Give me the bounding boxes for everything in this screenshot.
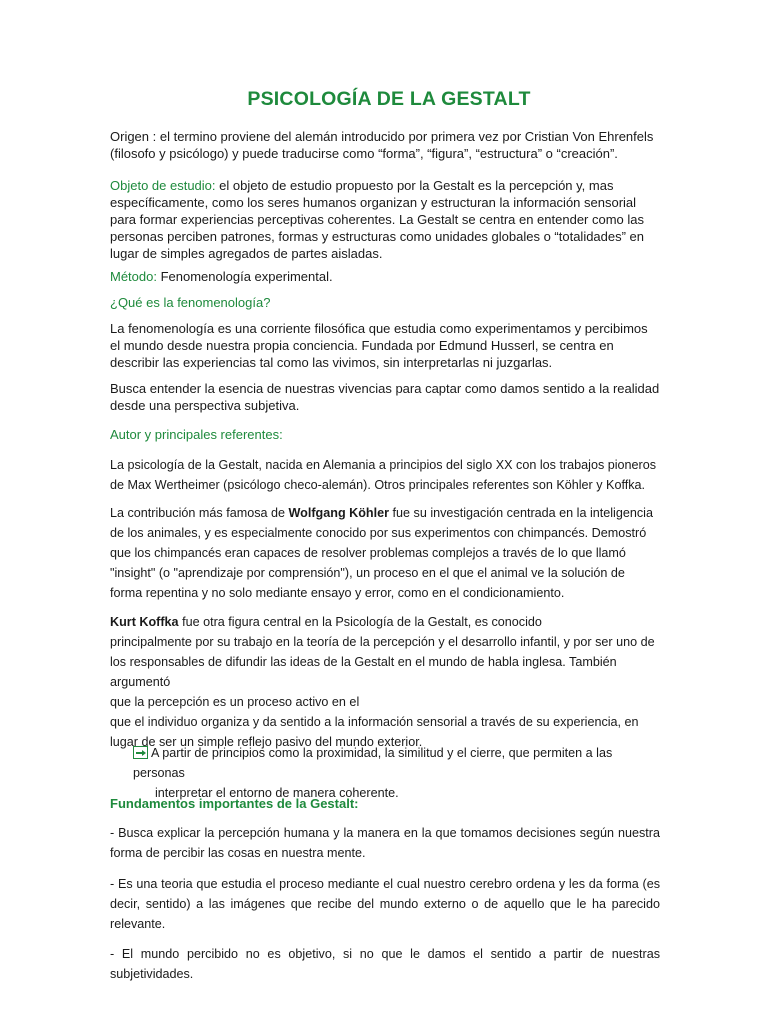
kohler-name: Wolfgang Köhler — [288, 506, 390, 520]
principles-bullet-line-2: interpretar el entorno de manera coherente. — [155, 786, 399, 800]
koffka-name: Kurt Koffka — [110, 615, 179, 629]
object-of-study-text: el objeto de estudio propuesto por la Gestalt es la percepción y, mas específicamente, como los seres humanos organizan y estructuran la información sensorial para formar experiencias perceptivas coherentes. La Gestalt se centra en entender como las personas perciben patrones, formas y estructuras como unidades globales o “totalidades” en lugar de simples agregados de partes aisladas. — [110, 178, 645, 261]
koffka-line-2: principalmente por su trabajo en la teoría de la percepción y el desarrollo infantil, y por ser uno de los responsables de difundir las ideas de la Gestalt en el mundo de habla inglesa. También argumentó — [110, 635, 655, 689]
method-text: Fenomenología experimental. — [156, 269, 333, 284]
koffka-line-1: Kurt Koffka fue otra figura central en la Psicología de la Gestalt, es conocido — [110, 615, 542, 629]
page-title: PSICOLOGÍA DE LA GESTALT — [247, 88, 531, 110]
principles-bullet — [133, 743, 663, 803]
authors-paragraph: La psicología de la Gestalt, nacida en Alemania a principios del siglo XX con los trabajos pioneros de Max Wertheimer (psicólogo checo-alemán). Otros principales referentes son Köhler y Koffka. — [110, 458, 657, 492]
phenomenology-heading: ¿Qué es la fenomenología? — [110, 295, 271, 310]
principles-bullet-line-1: A partir de principios como la proximidad, la similitud y el cierre, que permiten a las personas — [133, 746, 613, 780]
koffka-line-4: que el individuo organiza y da sentido a la información sensorial a través de su experiencia, en lugar de ser un simple reflejo pasivo del mundo exterior. — [110, 715, 639, 749]
method-label: Método: — [110, 269, 157, 284]
koffka-paragraph — [110, 612, 660, 752]
fundamentals-item: - Es una teoria que estudia el proceso mediante el cual nuestro cerebro ordena y les da forma (es decir, sentido) a las imágenes que recibe del mundo externo o de aquello que le ha parecido relevante. — [110, 877, 660, 931]
kohler-text: fue su investigación centrada en la inteligencia de los animales, y es especialmente conocido por sus experimentos con chimpancés. Demostró que los chimpancés eran capaces de resolver problemas complejos a través de lo que llamó "insight" (o "aprendizaje por comprensión"), un proceso en el que el animal ve la solución de forma repentina y no solo mediante ensayo y error, como en el condicionamiento. — [110, 506, 653, 600]
arrow-right-box-icon — [133, 746, 148, 759]
phenomenology-paragraph-2: Busca entender la esencia de nuestras vivencias para captar como damos sentido a la realidad desde una perspectiva subjetiva. — [110, 381, 660, 413]
authors-heading: Autor y principales referentes: — [110, 427, 283, 442]
fundamentals-item: - El mundo percibido no es objetivo, si no que le damos el sentido a partir de nuestras subjetividades. — [110, 947, 660, 981]
koffka-line-3: que la percepción es un proceso activo en el — [110, 695, 360, 709]
phenomenology-paragraph-1: La fenomenología es una corriente filosófica que estudia como experimentamos y percibimos el mundo desde nuestra propia conciencia. Fundada por Edmund Husserl, se centra en describir las experiencias tal como las vivimos, sin interpretarlas ni juzgarlas. — [110, 321, 648, 370]
method-paragraph — [110, 268, 660, 285]
object-of-study-label: Objeto de estudio: — [110, 178, 216, 193]
kohler-intro: La contribución más famosa de — [110, 506, 289, 520]
object-of-study-paragraph — [110, 177, 660, 262]
fundamentals-item: - Busca explicar la percepción humana y la manera en la que tomamos decisiones según nuestra forma de percibir las cosas en nuestra mente. — [110, 826, 660, 860]
kohler-paragraph — [110, 503, 660, 603]
origin-paragraph: Origen : el termino proviene del alemán introducido por primera vez por Cristian Von Ehrenfels (filosofo y psicólogo) y puede traducirse como “forma”, “figura”, “estructura” o “creación”. — [110, 129, 654, 161]
fundamentals-heading: Fundamentos importantes de la Gestalt: — [110, 796, 359, 811]
